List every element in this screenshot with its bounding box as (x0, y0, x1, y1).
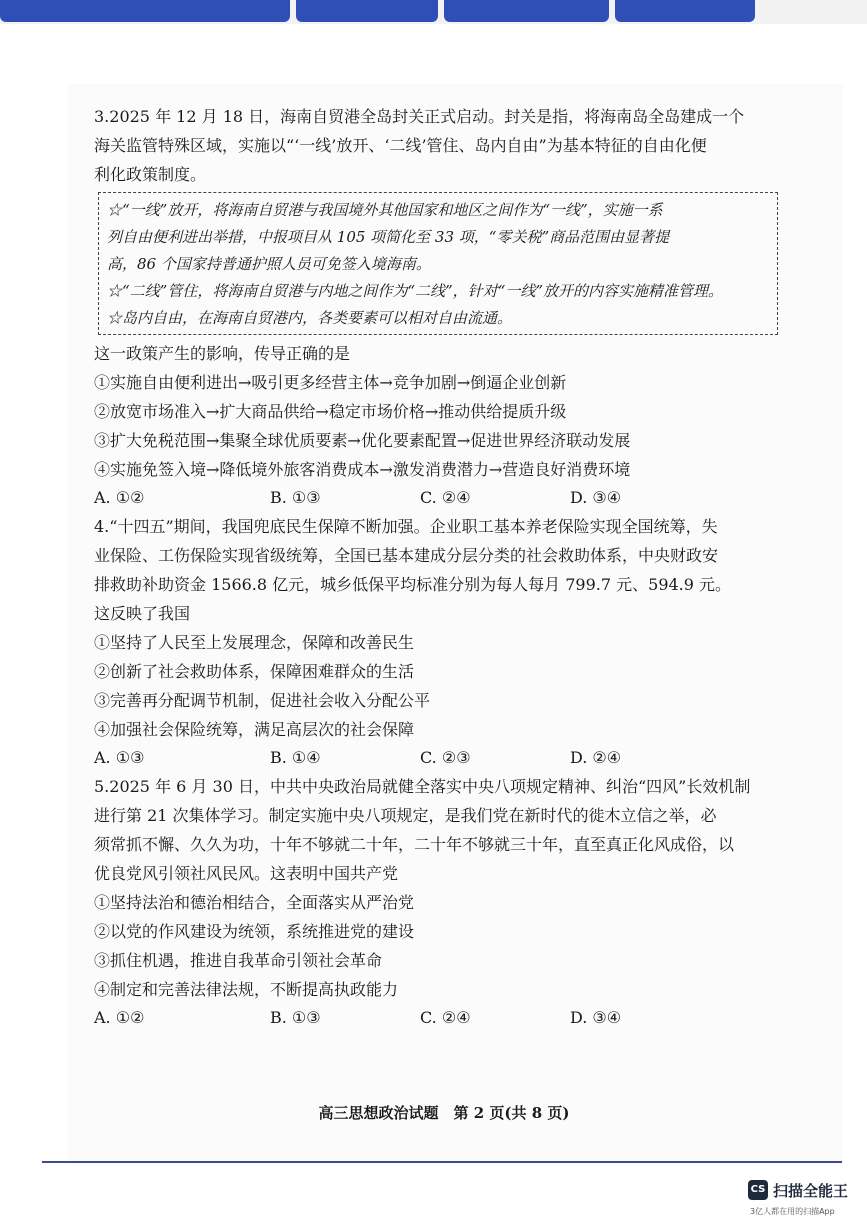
scanner-watermark (748, 1180, 858, 1220)
brand-name: 扫描全能王 (773, 1182, 849, 1200)
brand-tagline: 3亿人都在用的扫描App (750, 1207, 835, 1216)
option-b: B. ①③ (270, 1008, 321, 1027)
option-b: B. ①③ (270, 488, 321, 507)
option-d: D. ③④ (570, 1008, 622, 1027)
option-a: A. ①② (94, 488, 145, 507)
question-5 (94, 772, 794, 1032)
option-b: B. ①④ (270, 748, 321, 767)
question-stem-line: 5.2025 年 6 月 30 日，中共中央政治局就健全落实中央八项规定精神、纠治“四风”长效机制 (94, 777, 751, 796)
options-row (94, 484, 794, 512)
question-4 (94, 512, 794, 772)
question-stem-line: 排救助补助资金 1566.8 亿元，城乡低保平均标准分别为每人每月 799.7 元、594.9 元。 (94, 575, 732, 594)
question-stem-line: 须常抓不懈、久久为功，十年不够就二十年，二十年不够就三十年，直至真正化风成俗，以 (94, 835, 735, 854)
answer-item: ③扩大免税范围→集聚全球优质要素→优化要素配置→促进世界经济联动发展 (94, 431, 631, 450)
question-stem-line: 3.2025 年 12 月 18 日，海南自贸港全岛封关正式启动。封关是指，将海南岛全岛建成一个 (94, 107, 745, 126)
question-stem-line: 海关监管特殊区域，实施以“‘一线’放开、‘二线’管住、岛内自由”为基本特征的自由化便 (94, 136, 707, 155)
question-stem-line: 这反映了我国 (94, 604, 191, 623)
material-line: ☆“二线”管住，将海南自贸港与内地之间作为“二线”，针对“一线”放开的内容实施精准管理。 (107, 282, 724, 300)
option-d: D. ②④ (570, 748, 622, 767)
policy-material-box (98, 192, 778, 335)
question-3 (94, 102, 794, 512)
band-block (444, 0, 609, 22)
answer-item: ②以党的作风建设为统领，系统推进党的建设 (94, 922, 415, 941)
answer-item: ③完善再分配调节机制，促进社会收入分配公平 (94, 691, 431, 710)
question-stem-line: 4.“十四五”期间，我国兜底民生保障不断加强。企业职工基本养老保险实现全国统筹，失 (94, 517, 718, 536)
bottom-rule (42, 1161, 842, 1163)
cs-logo-icon: CS (748, 1180, 768, 1200)
answer-item: ④制定和完善法律法规，不断提高执政能力 (94, 980, 399, 999)
answer-item: ②放宽市场准入→扩大商品供给→稳定市场价格→推动供给提质升级 (94, 402, 567, 421)
option-c: C. ②③ (420, 748, 471, 767)
page-content (94, 102, 794, 1122)
answer-item: ①坚持了人民至上发展理念，保障和改善民生 (94, 633, 415, 652)
top-binding-band (0, 0, 867, 24)
option-a: A. ①② (94, 1008, 145, 1027)
question-stem-line: 进行第 21 次集体学习。制定实施中央八项规定，是我们党在新时代的徙木立信之举，必 (94, 806, 717, 825)
band-block (296, 0, 438, 22)
option-d: D. ③④ (570, 488, 622, 507)
page-footer: 高三思想政治试题 第 2 页(共 8 页) (318, 1104, 570, 1122)
question-stem-line: 利化政策制度。 (94, 165, 207, 184)
options-row (94, 744, 794, 772)
answer-item: ①坚持法治和德治相结合，全面落实从严治党 (94, 893, 415, 912)
answer-item: ①实施自由便利进出→吸引更多经营主体→竞争加剧→倒逼企业创新 (94, 373, 567, 392)
question-prompt: 这一政策产生的影响，传导正确的是 (94, 344, 351, 363)
material-line: 高，86 个国家持普通护照人员可免签入境海南。 (107, 255, 431, 273)
question-stem-line: 业保险、工伤保险实现省级统筹，全国已基本建成分层分类的社会救助体系，中央财政安 (94, 546, 719, 565)
option-a: A. ①③ (94, 748, 145, 767)
answer-item: ③抓住机遇，推进自我革命引领社会革命 (94, 951, 383, 970)
option-c: C. ②④ (420, 1008, 471, 1027)
option-c: C. ②④ (420, 488, 471, 507)
material-line: ☆岛内自由，在海南自贸港内，各类要素可以相对自由流通。 (107, 309, 513, 327)
answer-item: ④实施免签入境→降低境外旅客消费成本→激发消费潜力→营造良好消费环境 (94, 460, 631, 479)
exam-page (68, 84, 843, 1164)
material-line: 列自由便利进出举措，中报项目从 105 项简化至 33 项，“零关税”商品范围由显著提 (107, 228, 670, 246)
band-block (0, 0, 290, 22)
question-stem-line: 优良党风引领社风民风。这表明中国共产党 (94, 864, 399, 883)
answer-item: ④加强社会保险统筹，满足高层次的社会保障 (94, 720, 415, 739)
material-line: ☆“一线”放开，将海南自贸港与我国境外其他国家和地区之间作为“一线”，实施一系 (107, 201, 663, 219)
answer-item: ②创新了社会救助体系，保障困难群众的生活 (94, 662, 415, 681)
band-block (615, 0, 755, 22)
options-row (94, 1004, 794, 1032)
